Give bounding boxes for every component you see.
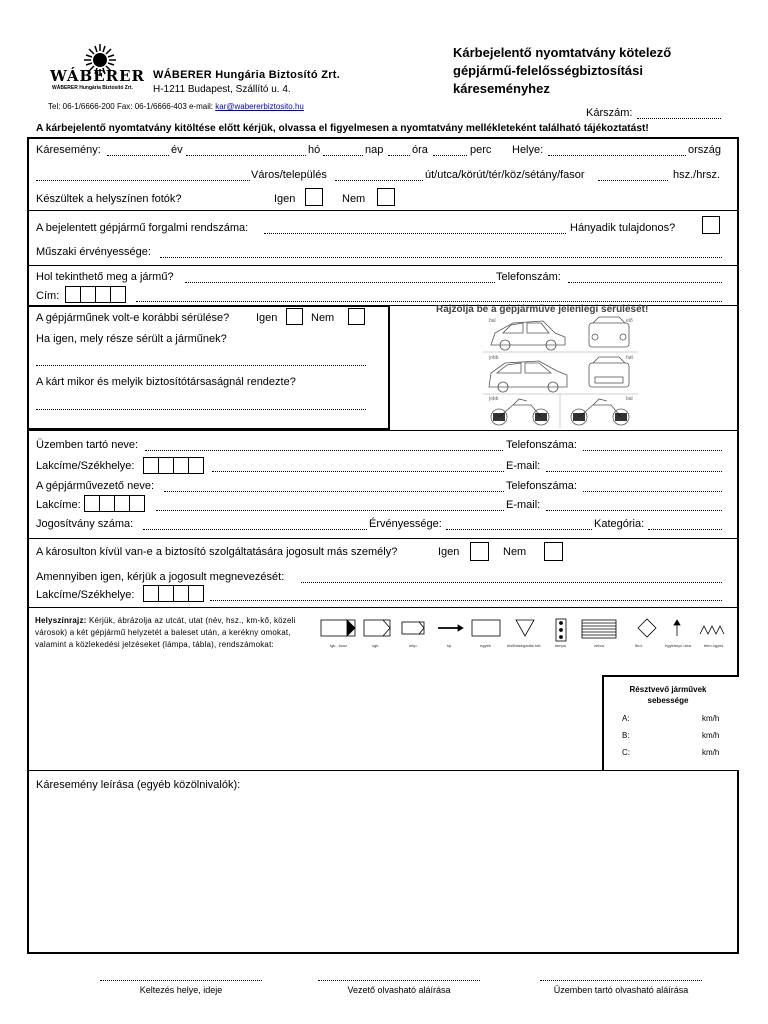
city-label: Város/település bbox=[251, 169, 327, 181]
license-field[interactable] bbox=[143, 529, 367, 530]
symbol-label-motorbike: mkp. bbox=[409, 643, 418, 648]
title-line-3: káreseményhez bbox=[453, 81, 550, 96]
validity-label: Műszaki érvényessége: bbox=[36, 246, 151, 258]
divider bbox=[27, 430, 739, 431]
speed-row-b-unit: km/h bbox=[702, 731, 720, 740]
prior-damage-no-checkbox[interactable] bbox=[348, 308, 365, 325]
operator-email-label: E-mail: bbox=[506, 460, 541, 472]
plate-field[interactable] bbox=[264, 233, 566, 234]
claim-number-label: Kárszám: bbox=[586, 107, 633, 119]
hour-label: óra bbox=[412, 144, 428, 156]
year-field[interactable] bbox=[107, 155, 169, 156]
speed-row-c-label: C: bbox=[622, 748, 630, 757]
prior-damage-yes-label: Igen bbox=[256, 312, 278, 324]
place-field[interactable] bbox=[548, 155, 686, 156]
damage-diagram[interactable] bbox=[483, 315, 638, 428]
symbol-label-one-way: egyirányú utca bbox=[665, 643, 692, 648]
minute-label: perc bbox=[470, 144, 492, 156]
day-field[interactable] bbox=[323, 155, 363, 156]
title-line-2: gépjármű-felelősségbiztosítási bbox=[453, 63, 643, 78]
driver-zip-boxes[interactable] bbox=[84, 495, 144, 512]
operator-address-field[interactable] bbox=[212, 471, 504, 472]
driver-phone-field[interactable] bbox=[583, 491, 722, 492]
driver-address-label: Lakcíme: bbox=[36, 499, 81, 511]
year-label: év bbox=[171, 144, 183, 156]
divider bbox=[27, 210, 739, 211]
description-area[interactable] bbox=[29, 795, 737, 952]
symbol-label-roundabout: fkrd. bbox=[635, 643, 643, 648]
car-label-front: elő bbox=[626, 318, 633, 324]
divider bbox=[27, 538, 739, 539]
sketch-text: Kérjük, ábrázolja az utcát, utat (név, hsz., km-kő, közeli városok) a két gépjármű helyzetét a baleset után, a kerékny omokat, valamint a közlekedési jelzéseket (lámpa, tábla), rendszámokat: bbox=[35, 616, 296, 649]
speed-row-a-unit: km/h bbox=[702, 714, 720, 723]
damaged-part-field[interactable] bbox=[36, 365, 366, 366]
divider bbox=[27, 770, 739, 771]
draw-damage-title: Rajzolja be a gépjárműve jelenlegi sérülését! bbox=[436, 304, 649, 315]
owner-number-box[interactable] bbox=[702, 216, 720, 234]
minute-field[interactable] bbox=[433, 155, 467, 156]
symbol-label-truck: tgk., busz bbox=[330, 643, 348, 648]
symbol-label-other: egyéb bbox=[480, 643, 491, 648]
claim-number-field[interactable] bbox=[637, 118, 721, 119]
place-date-line[interactable] bbox=[100, 980, 262, 981]
operator-phone-label: Telefonszáma: bbox=[506, 439, 577, 451]
other-person-address-label: Lakcíme/Székhelye: bbox=[36, 589, 135, 601]
country-label: ország bbox=[688, 144, 722, 156]
plate-label: A bejelentett gépjármű forgalmi rendszáma: bbox=[36, 222, 249, 234]
driver-signature-label: Vezető olvasható aláírása bbox=[347, 985, 451, 995]
location-address-label: Cím: bbox=[36, 290, 60, 302]
speed-title-line-2: sebessége bbox=[647, 696, 689, 705]
driver-phone-label: Telefonszáma: bbox=[506, 480, 577, 492]
other-person-no-checkbox[interactable] bbox=[544, 542, 563, 561]
driver-address-field[interactable] bbox=[156, 510, 504, 511]
operator-email-field[interactable] bbox=[546, 471, 722, 472]
street-field[interactable] bbox=[335, 180, 423, 181]
symbol-label-car: sgk. bbox=[372, 643, 380, 648]
operator-phone-field[interactable] bbox=[583, 450, 722, 451]
driver-email-field[interactable] bbox=[546, 510, 722, 511]
logo-text: WÁBERER bbox=[50, 67, 146, 85]
photos-no-checkbox[interactable] bbox=[377, 188, 395, 206]
city-field[interactable] bbox=[36, 180, 250, 181]
symbol-label-yield: elsőbbségadás köt. bbox=[507, 643, 542, 648]
bike-label-left: bal bbox=[626, 396, 633, 402]
category-field[interactable] bbox=[648, 529, 722, 530]
symbol-label-direction: kp. bbox=[447, 643, 453, 648]
symbol-label-light: lámpa bbox=[555, 643, 566, 648]
location-phone-label: Telefonszám: bbox=[496, 271, 561, 283]
day-label: nap bbox=[365, 144, 384, 156]
description-label: Káresemény leírása (egyéb közölnivalók): bbox=[36, 779, 241, 791]
photos-yes-checkbox[interactable] bbox=[305, 188, 323, 206]
street-label: út/utca/körút/tér/köz/sétány/fasor bbox=[425, 169, 585, 181]
license-label: Jogosítvány száma: bbox=[36, 518, 134, 530]
other-person-address-field[interactable] bbox=[210, 600, 722, 601]
location-zip-boxes[interactable] bbox=[65, 286, 125, 303]
other-person-yes-checkbox[interactable] bbox=[470, 542, 489, 561]
instructions-notice: A kárbejelentő nyomtatvány kitöltése előtt kérjük, olvassa el figyelmesen a nyomtatvány mellékleteként található tájékoztatást! bbox=[36, 123, 649, 134]
other-person-name-field[interactable] bbox=[301, 582, 722, 583]
logo-subtitle: WÁBERER Hungária Biztosító Zrt. bbox=[52, 85, 133, 91]
contact-text: Tel: 06-1/6666-200 Fax: 06-1/6666-403 e-mail: bbox=[48, 102, 213, 111]
operator-name-label: Üzemben tartó neve: bbox=[36, 439, 139, 451]
car-label-back: hát bbox=[626, 355, 633, 361]
damaged-part-question: Ha igen, mely része sérült a járműnek? bbox=[36, 333, 227, 345]
speed-row-c-unit: km/h bbox=[702, 748, 720, 757]
category-label: Kategória: bbox=[594, 518, 645, 530]
title-line-1: Kárbejelentő nyomtatvány kötelező bbox=[453, 45, 672, 60]
month-field[interactable] bbox=[186, 155, 306, 156]
company-name: WÁBERER Hungária Biztosító Zrt. bbox=[153, 69, 341, 81]
vehicle-location-label: Hol tekinthető meg a jármű? bbox=[36, 271, 174, 283]
place-label: Helye: bbox=[512, 144, 544, 156]
driver-signature-line[interactable] bbox=[318, 980, 480, 981]
sketch-title: Helyszínrajz: bbox=[35, 616, 87, 625]
car-label-right: jobb bbox=[489, 355, 499, 361]
divider bbox=[27, 607, 739, 608]
prior-damage-yes-checkbox[interactable] bbox=[286, 308, 303, 325]
other-person-zip-boxes[interactable] bbox=[143, 585, 203, 602]
lot-field[interactable] bbox=[598, 180, 668, 181]
other-person-question: A károsulton kívül van-e a biztosító szolgáltatására jogosult más személy? bbox=[36, 546, 398, 558]
vehicle-location-field[interactable] bbox=[185, 282, 495, 283]
other-person-no-label: Nem bbox=[503, 546, 527, 558]
operator-signature-label: Üzemben tartó olvasható aláírása bbox=[553, 985, 689, 995]
month-label: hó bbox=[308, 144, 321, 156]
location-address-field[interactable] bbox=[136, 301, 722, 302]
driver-name-field[interactable] bbox=[164, 491, 504, 492]
photos-yes-label: Igen bbox=[274, 193, 296, 205]
license-validity-label: Érvényessége: bbox=[369, 518, 442, 530]
speed-row-b-label: B: bbox=[622, 731, 630, 740]
place-date-label: Keltezés helye, ideje bbox=[139, 985, 223, 995]
owner-number-label: Hányadik tulajdonos? bbox=[570, 222, 676, 234]
operator-zip-boxes[interactable] bbox=[143, 457, 203, 474]
validity-field[interactable] bbox=[160, 257, 722, 258]
car-diagram-icon bbox=[483, 315, 638, 428]
symbol-label-other2: felm.ügyes bbox=[704, 643, 724, 648]
prior-damage-no-label: Nem bbox=[311, 312, 335, 324]
driver-email-label: E-mail: bbox=[506, 499, 541, 511]
other-person-yes-label: Igen bbox=[438, 546, 460, 558]
divider bbox=[27, 265, 739, 266]
location-phone-field[interactable] bbox=[568, 282, 722, 283]
speed-title bbox=[613, 684, 723, 706]
sketch-area[interactable] bbox=[29, 665, 599, 768]
license-validity-field[interactable] bbox=[446, 529, 592, 530]
event-label: Káresemény: bbox=[36, 144, 101, 156]
car-label-left: bal bbox=[489, 318, 496, 324]
insurer-field[interactable] bbox=[36, 409, 366, 410]
form-title bbox=[453, 44, 671, 98]
photos-question: Készültek a helyszínen fotók? bbox=[36, 193, 182, 205]
company-contact bbox=[48, 102, 304, 111]
photos-no-label: Nem bbox=[342, 193, 366, 205]
operator-signature-line[interactable] bbox=[540, 980, 702, 981]
speed-row-a-label: A: bbox=[622, 714, 630, 723]
prior-damage-question: A gépjárműnek volt-e korábbi sérülése? bbox=[36, 312, 230, 324]
speed-title-line-1: Résztvevő járművek bbox=[629, 685, 707, 694]
other-person-name-label: Amennyiben igen, kérjük a jogosult megnevezését: bbox=[36, 571, 285, 583]
sketch-instructions bbox=[35, 615, 307, 651]
operator-address-label: Lakcíme/Székhelye: bbox=[36, 460, 135, 472]
email-link[interactable]: kar@wabererbiztosito.hu bbox=[215, 102, 304, 111]
symbol-label-zebra: zebra bbox=[594, 643, 605, 648]
company-address: H-1211 Budapest, Szállító u. 4. bbox=[153, 84, 291, 95]
operator-name-field[interactable] bbox=[145, 450, 503, 451]
legend-symbols-icon bbox=[320, 618, 730, 646]
insurer-question: A kárt mikor és melyik biztosítótársaságnál rendezte? bbox=[36, 376, 296, 388]
hour-field[interactable] bbox=[388, 155, 410, 156]
lot-label: hsz./hrsz. bbox=[673, 169, 721, 181]
driver-name-label: A gépjárművezető neve: bbox=[36, 480, 155, 492]
sketch-symbol-legend bbox=[320, 618, 730, 654]
bike-label-right: jobb bbox=[489, 396, 499, 402]
